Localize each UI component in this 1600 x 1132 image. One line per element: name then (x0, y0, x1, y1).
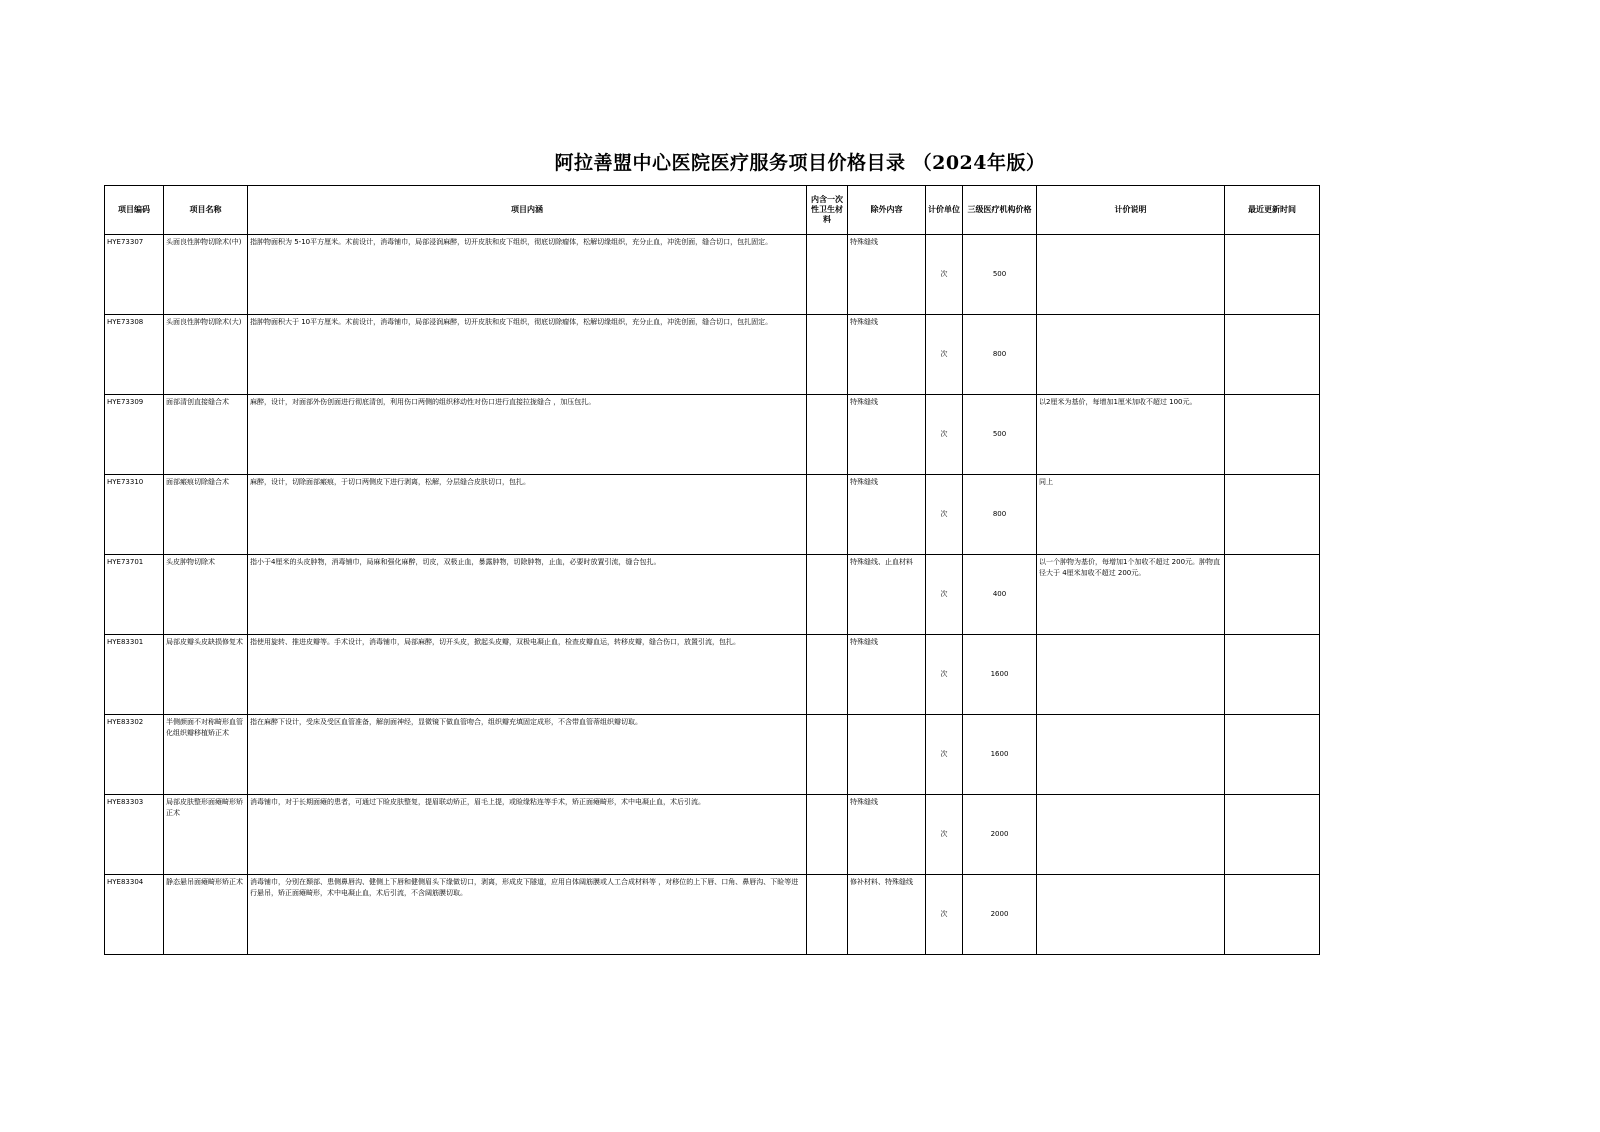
cell-name: 面部清创直接缝合术 (164, 395, 248, 475)
cell-material (807, 555, 848, 635)
header-name: 项目名称 (164, 186, 248, 235)
cell-excluded: 特殊缝线、止血材料 (848, 555, 926, 635)
header-content: 项目内涵 (248, 186, 807, 235)
cell-material (807, 235, 848, 315)
document-title: 阿拉善盟中心医院医疗服务项目价格目录 （2024年版） (554, 152, 1046, 174)
cell-updated (1225, 395, 1320, 475)
cell-name: 静态悬吊面瘫畸形矫正术 (164, 875, 248, 955)
table-row (105, 795, 1320, 875)
header-excluded: 除外内容 (848, 186, 926, 235)
header-material: 内含一次性卫生材料 (807, 186, 848, 235)
cell-note (1037, 715, 1225, 795)
cell-unit: 次 (926, 555, 963, 635)
cell-content: 麻醉，设计，切除面部瘢痕，于切口两侧皮下进行剥离，松解，分层缝合皮肤切口，包扎。 (248, 475, 807, 555)
cell-name: 头面良性肿物切除术(中) (164, 235, 248, 315)
cell-excluded: 特殊缝线 (848, 235, 926, 315)
cell-code: HYE83302 (105, 715, 164, 795)
cell-note (1037, 315, 1225, 395)
table-row (105, 635, 1320, 715)
cell-updated (1225, 875, 1320, 955)
header-updated: 最近更新时间 (1225, 186, 1320, 235)
cell-unit: 次 (926, 795, 963, 875)
cell-name: 局部皮瓣头皮缺损修复术 (164, 635, 248, 715)
cell-excluded: 特殊缝线 (848, 635, 926, 715)
cell-updated (1225, 715, 1320, 795)
table-row (105, 235, 1320, 315)
header-price: 三级医疗机构价格 (963, 186, 1037, 235)
header-unit: 计价单位 (926, 186, 963, 235)
cell-code: HYE83304 (105, 875, 164, 955)
cell-price: 500 (963, 395, 1037, 475)
cell-updated (1225, 475, 1320, 555)
cell-updated (1225, 795, 1320, 875)
cell-unit: 次 (926, 395, 963, 475)
header-note: 计价说明 (1037, 186, 1225, 235)
cell-unit: 次 (926, 875, 963, 955)
table-row (105, 395, 1320, 475)
cell-code: HYE73309 (105, 395, 164, 475)
cell-price: 800 (963, 475, 1037, 555)
cell-price: 2000 (963, 795, 1037, 875)
cell-excluded: 修补材料、特殊缝线 (848, 875, 926, 955)
cell-note: 以2厘米为基价，每增加1厘米加收不超过 100元。 (1037, 395, 1225, 475)
cell-price: 500 (963, 235, 1037, 315)
cell-price: 2000 (963, 875, 1037, 955)
cell-unit: 次 (926, 715, 963, 795)
cell-excluded (848, 715, 926, 795)
cell-excluded: 特殊缝线 (848, 475, 926, 555)
cell-code: HYE73307 (105, 235, 164, 315)
cell-note (1037, 795, 1225, 875)
cell-material (807, 395, 848, 475)
cell-updated (1225, 555, 1320, 635)
cell-content: 指使用旋转、推进皮瓣等。手术设计，消毒铺巾，局部麻醉，切开头皮，掀起头皮瓣，双极电凝止血，检查皮瓣血运，转移皮瓣，缝合伤口，放置引流，包扎。 (248, 635, 807, 715)
cell-code: HYE73310 (105, 475, 164, 555)
cell-content: 消毒铺巾，分别在颞部、患侧鼻唇沟、健侧上下唇和健侧眉头下缘做切口，剥离，形成皮下隧道，应用自体阔筋膜或人工合成材料等 ，对移位的上下唇、口角、鼻唇沟、下睑等进行悬吊，矫正面瘫畸形，术中电凝止血，术后引流，不含阔筋膜切取。 (248, 875, 807, 955)
cell-code: HYE73701 (105, 555, 164, 635)
cell-material (807, 715, 848, 795)
cell-content: 指肿物面积为 5-10平方厘米。术前设计，消毒铺巾，局部浸润麻醉，切开皮肤和皮下组织，彻底切除瘤体，松解切缘组织，充分止血，冲洗创面，缝合切口，包扎固定。 (248, 235, 807, 315)
cell-content: 指肿物面积大于 10平方厘米。术前设计，消毒铺巾，局部浸润麻醉，切开皮肤和皮下组织，彻底切除瘤体，松解切缘组织，充分止血，冲洗创面，缝合切口，包扎固定。 (248, 315, 807, 395)
price-catalog-table (104, 185, 1320, 955)
cell-name: 局部皮肤整形面瘫畸形矫正术 (164, 795, 248, 875)
cell-material (807, 635, 848, 715)
table-row (105, 475, 1320, 555)
cell-material (807, 875, 848, 955)
cell-unit: 次 (926, 235, 963, 315)
cell-material (807, 475, 848, 555)
cell-unit: 次 (926, 635, 963, 715)
cell-note (1037, 875, 1225, 955)
cell-excluded: 特殊缝线 (848, 315, 926, 395)
cell-material (807, 315, 848, 395)
table-row (105, 875, 1320, 955)
cell-code: HYE73308 (105, 315, 164, 395)
cell-name: 头面良性肿物切除术(大) (164, 315, 248, 395)
cell-excluded: 特殊缝线 (848, 795, 926, 875)
table-row (105, 555, 1320, 635)
cell-note: 同上 (1037, 475, 1225, 555)
cell-name: 头皮肿物切除术 (164, 555, 248, 635)
cell-code: HYE83303 (105, 795, 164, 875)
cell-name: 半侧颜面不对称畸形血管化组织瓣移植矫正术 (164, 715, 248, 795)
header-code: 项目编码 (105, 186, 164, 235)
cell-unit: 次 (926, 475, 963, 555)
cell-name: 面部瘢痕切除缝合术 (164, 475, 248, 555)
cell-unit: 次 (926, 315, 963, 395)
cell-updated (1225, 635, 1320, 715)
cell-price: 1600 (963, 635, 1037, 715)
cell-content: 指小于4厘米的头皮肿物，消毒铺巾，局麻和强化麻醉，切皮，双极止血，暴露肿物，切除肿物，止血，必要时放置引流，缝合包扎。 (248, 555, 807, 635)
cell-price: 800 (963, 315, 1037, 395)
cell-material (807, 795, 848, 875)
cell-note: 以一个肿物为基价，每增加1个加收不超过 200元。肿物直径大于 4厘米加收不超过 200元。 (1037, 555, 1225, 635)
table-row (105, 715, 1320, 795)
cell-content: 麻醉，设计，对面部外伤创面进行彻底清创，利用伤口两侧的组织移动性对伤口进行直接拉拢缝合 ，加压包扎。 (248, 395, 807, 475)
cell-price: 400 (963, 555, 1037, 635)
cell-content: 消毒铺巾，对于长期面瘫的患者，可通过下睑皮肤整复，提眉联动矫正，眉毛上提，或睑缘粘连等手术，矫正面瘫畸形，术中电凝止血，术后引流。 (248, 795, 807, 875)
cell-price: 1600 (963, 715, 1037, 795)
cell-note (1037, 235, 1225, 315)
cell-note (1037, 635, 1225, 715)
cell-updated (1225, 235, 1320, 315)
cell-updated (1225, 315, 1320, 395)
table-row (105, 315, 1320, 395)
cell-content: 指在麻醉下设计，受床及受区血管准备，解剖面神经，显微镜下做血管吻合，组织瓣充填固定成形，不含带血管蒂组织瓣切取。 (248, 715, 807, 795)
cell-code: HYE83301 (105, 635, 164, 715)
table-header-row (105, 186, 1320, 235)
cell-excluded: 特殊缝线 (848, 395, 926, 475)
